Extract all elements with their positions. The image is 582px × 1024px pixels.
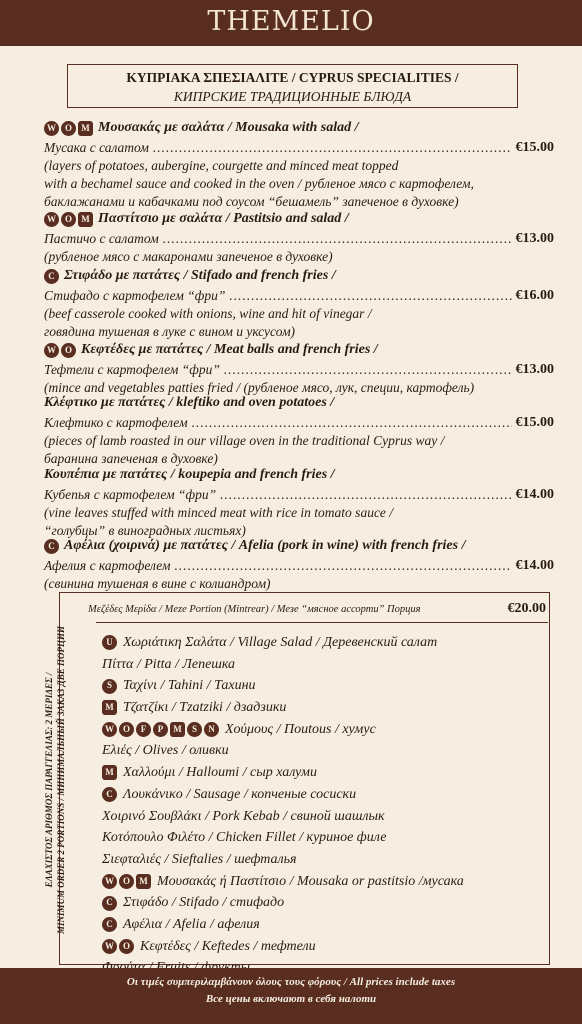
egg-icon: O — [61, 343, 76, 358]
dish-title-text: Κουπέπια με πατάτες / koupepia and french fries / — [44, 467, 335, 482]
nuts-icon: N — [204, 722, 219, 737]
footer-line-1: Οι τιμές συμπεριλαμβάνουν όλους τους φόρους / All prices include taxes — [126, 976, 456, 988]
dish-description: (mince and vegetables patties fried / (рубленое мясо, лук, специи, картофель) — [44, 380, 475, 395]
dish-item — [44, 536, 554, 593]
meze-price: €20.00 — [507, 601, 546, 616]
meze-item-label: Λουκάνικο / Sausage / копченые сосиски — [123, 786, 357, 802]
meze-item-label: Χωριάτικη Σαλάτα / Village Salad / Деревенский салат — [123, 635, 438, 650]
fish-icon: F — [136, 722, 151, 737]
minimum-order-line-2: MINIMUM ORDER 2 PORTIONS / МИНИМАЛЬНЫЙ ЗАКАЗ ДВЕ ПОРЦИИ — [56, 626, 66, 934]
meze-item — [102, 654, 547, 676]
dish-item — [44, 340, 554, 397]
dish-item — [44, 209, 554, 266]
meze-item — [102, 849, 547, 871]
dish-price-line — [44, 138, 554, 157]
dish-item — [44, 118, 554, 211]
meze-header — [88, 598, 546, 620]
celery-icon: C — [44, 539, 59, 554]
dish-title — [44, 465, 554, 485]
footer — [0, 968, 582, 1024]
section-heading — [67, 64, 518, 108]
milk-icon: M — [102, 700, 117, 715]
dish-price: €14.00 — [515, 487, 554, 502]
dish-title — [44, 266, 554, 286]
dish-description: баранина запеченая в духовке) — [44, 451, 218, 466]
dish-description: говядина тушеная в луке с вином и уксусом) — [44, 324, 296, 339]
meze-item — [102, 892, 547, 914]
dish-title-text: Κλέφτικο με πατάτες / kleftiko and oven potatoes / — [44, 395, 335, 410]
meze-item-label: Τζατζίκι / Tzatziki / дзадзики — [123, 700, 287, 716]
dish-price-line — [44, 485, 554, 504]
brand-logo: THEMELIO — [207, 6, 375, 37]
dish-russian-name: Пастичо с салатом — [44, 231, 159, 246]
meze-item-label: Χοιρινό Σουβλάκι / Pork Kebab / свиной шашлык — [102, 808, 385, 824]
dish-title — [44, 340, 554, 360]
dish-description: “голубцы” в виноградных листьях) — [44, 523, 246, 538]
meze-item — [102, 914, 547, 936]
meze-divider — [96, 622, 548, 623]
dish-title-text: Αφέλια (χοιρινά) με πατάτες / Afelia (pork in wine) with french fries / — [64, 538, 466, 553]
dish-price-line — [44, 413, 554, 432]
section-title: ΚΥΠΡΙΑΚΑ ΣΠΕΣΙΑΛΙΤΕ / CYPRUS SPECIALITIES / — [126, 70, 459, 85]
milk-icon: M — [78, 121, 93, 136]
dish-russian-name: Тефтели с картофелем “фри” — [44, 362, 220, 377]
dish-price: €15.00 — [515, 140, 554, 155]
wheat-icon: W — [44, 212, 59, 227]
meze-item — [102, 936, 547, 958]
meze-title: Μεζέδες Μερίδα / Meze Portion (Mintrear) / Мезе “мясное ассорти” Порция — [88, 603, 421, 615]
wheat-icon: W — [44, 343, 59, 358]
dish-price: €15.00 — [515, 415, 554, 430]
egg-icon: O — [119, 874, 134, 889]
wheat-icon: W — [102, 874, 117, 889]
dish-price-line — [44, 229, 554, 248]
milk-icon: M — [170, 722, 185, 737]
section-subtitle: КИПРСКИЕ ТРАДИЦИОННЫЕ БЛЮДА — [173, 89, 412, 104]
meze-item-label: Ταχίνι / Tahini / Тахини — [123, 678, 256, 694]
milk-icon: M — [102, 765, 117, 780]
celery-icon: C — [44, 269, 59, 284]
egg-icon: O — [119, 722, 134, 737]
minimum-order-note — [30, 600, 80, 960]
celery-icon: C — [102, 896, 117, 911]
wheat-icon: W — [102, 722, 117, 737]
meze-item — [102, 697, 547, 719]
dish-item — [44, 266, 554, 341]
meze-item-label: Μουσακάς ή Παστίτσιο / Mousaka or pastitsio /мусака — [157, 873, 464, 889]
dish-title — [44, 209, 554, 229]
dish-title-text: Στιφάδο με πατάτες / Stifado and french fries / — [64, 268, 336, 283]
dish-description: (beef casserole cooked with onions, wine and hit of vinegar / — [44, 306, 372, 321]
celery-icon: C — [102, 787, 117, 802]
dot-leader — [220, 485, 511, 504]
meze-item — [102, 871, 547, 893]
meze-item-label: Στιφάδο / Stifado / стифадо — [123, 895, 285, 911]
dot-leader — [192, 413, 512, 432]
meze-item-label: Χούμους / Поutous / хумус — [225, 721, 376, 737]
dot-leader — [229, 286, 511, 305]
egg-icon: O — [61, 212, 76, 227]
meze-item — [102, 740, 547, 762]
dish-description: (vine leaves stuffed with minced meat with rice in tomato sauce / — [44, 505, 394, 520]
dish-russian-name: Клефтико с картофелем — [44, 415, 188, 430]
dish-price-line — [44, 360, 554, 379]
wheat-icon: W — [102, 939, 117, 954]
egg-icon: O — [119, 939, 134, 954]
milk-icon: M — [78, 212, 93, 227]
dish-title — [44, 536, 554, 556]
meze-item — [102, 762, 547, 784]
dish-title-text: Μουσακάς με σαλάτα / Mousaka with salad / — [98, 120, 359, 135]
dish-title — [44, 393, 554, 413]
meze-item-label: Σιεφταλιές / Sieftalies / шефталья — [102, 851, 297, 867]
dot-leader — [224, 360, 512, 379]
wheat-icon: W — [44, 121, 59, 136]
dish-russian-name: Кубепья с картофелем “фри” — [44, 487, 217, 502]
egg-icon: O — [61, 121, 76, 136]
dish-title — [44, 118, 554, 138]
sesame-icon: S — [102, 679, 117, 694]
dish-title-text: Κεφτέδες με πατάτες / Meat balls and french fries / — [81, 342, 378, 357]
meze-item — [102, 827, 547, 849]
dot-leader — [174, 556, 511, 575]
dish-russian-name: Стифадо с картофелем “фри” — [44, 288, 226, 303]
dish-description: (layers of potatoes, aubergine, courgette and minced meat topped — [44, 158, 399, 173]
dish-description: баклажанами и кабачками под соусом “бешамель” запеченое в духовке) — [44, 194, 459, 209]
dish-russian-name: Мусака с салатом — [44, 140, 149, 155]
meze-item — [102, 719, 547, 741]
dish-price: €13.00 — [515, 362, 554, 377]
dish-russian-name: Афелия с картофелем — [44, 558, 171, 573]
meze-item — [102, 675, 547, 697]
meze-item-label: Κεφτέδες / Keftedes / тефтели — [140, 938, 316, 954]
dish-price-line — [44, 286, 554, 305]
dot-leader — [163, 229, 512, 248]
dish-price-line — [44, 556, 554, 575]
meze-list — [102, 632, 547, 979]
mustard-icon: U — [102, 635, 117, 650]
dish-item — [44, 465, 554, 540]
celery-icon: C — [102, 917, 117, 932]
dish-price: €14.00 — [515, 558, 554, 573]
peanut-icon: P — [153, 722, 168, 737]
dot-leader — [153, 138, 512, 157]
dish-description: with a bechamel sauce and cooked in the oven / рубленое мясо с картофелем, — [44, 176, 474, 191]
minimum-order-line-1: ΕΛΑΧΙΣΤΟΣ ΑΡΙΘΜΟΣ ΠΑΡΑΓΓΕΛΙΑΣ: 2 ΜΕΡΙΔΕΣ / — [44, 672, 54, 888]
meze-item — [102, 784, 547, 806]
meze-item-label: Κοτόπουλο Φιλέτο / Chicken Fillet / куриное филе — [102, 830, 387, 846]
meze-item-label: Αφέλια / Afelia / афелия — [123, 916, 260, 932]
dish-item — [44, 393, 554, 468]
meze-item-label: Χαλλούμι / Halloumi / сыр халуми — [123, 765, 317, 781]
milk-icon: M — [136, 874, 151, 889]
dish-description: (свинина тушеная в вине с колиандром) — [44, 576, 271, 591]
dish-title-text: Παστίτσιο με σαλάτα / Pastitsio and salad / — [98, 211, 349, 226]
meze-item — [102, 632, 547, 654]
dish-price: €16.00 — [515, 288, 554, 303]
meze-item-label: Ελιές / Olives / оливки — [102, 743, 229, 759]
dish-description: (pieces of lamb roasted in our village oven in the traditional Cyprus way / — [44, 433, 445, 448]
footer-line-2: Все цены включают в себя налоти — [205, 993, 377, 1005]
dish-price: €13.00 — [515, 231, 554, 246]
meze-item-label: Πίττα / Pitta / Лепешка — [102, 656, 236, 672]
sesame-icon: S — [187, 722, 202, 737]
meze-item — [102, 806, 547, 828]
dish-description: (рубленое мясо с макаронами запеченое в духовке) — [44, 249, 333, 264]
